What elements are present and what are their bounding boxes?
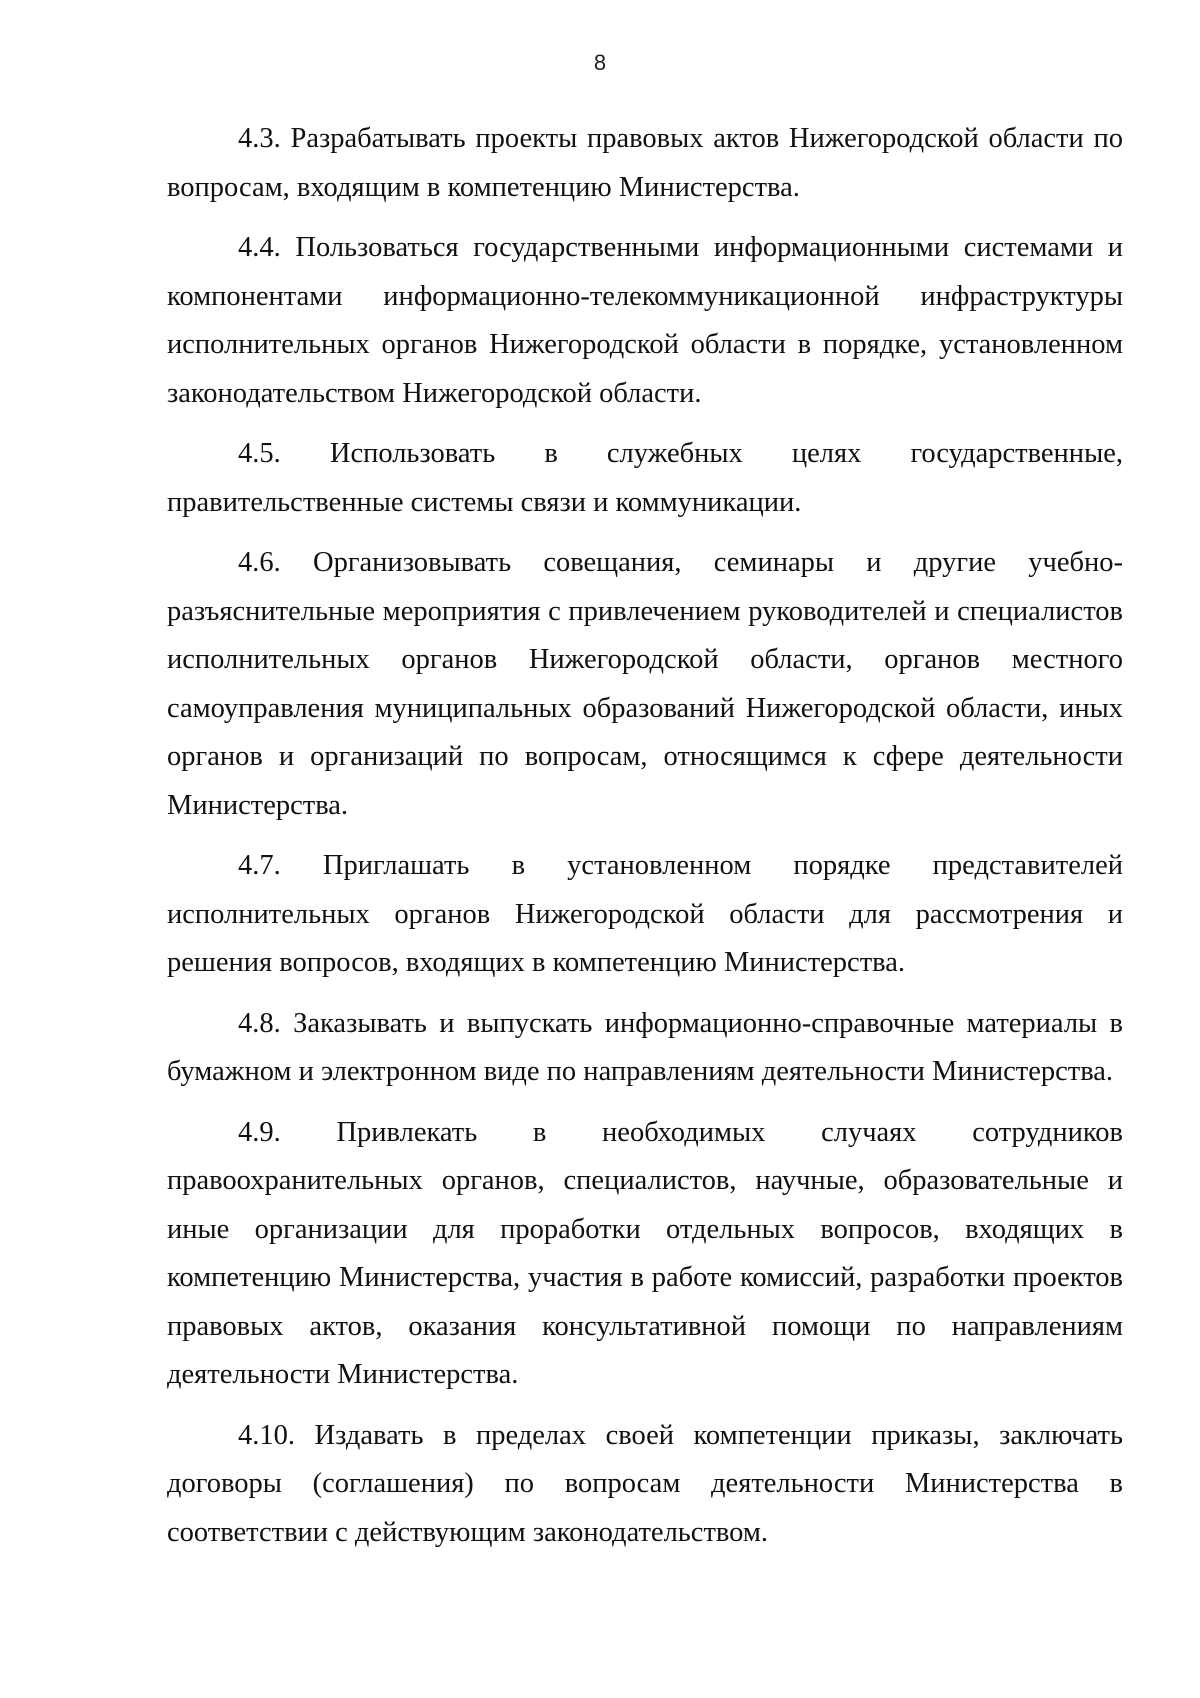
paragraph-4-7: 4.7. Приглашать в установленном порядке представителей исполнительных органов Нижегородской области для рассмотрения и решения вопросов, входящих в компетенцию Министерства. — [167, 850, 1123, 978]
paragraph-4-3: 4.3. Разрабатывать проекты правовых актов Нижегородской области по вопросам, входящим в компетенцию Министерства. — [167, 123, 1123, 203]
paragraph-4-8: 4.8. Заказывать и выпускать информационно-справочные материалы в бумажном и электронном виде по направлениям деятельности Министерства. — [167, 1007, 1123, 1087]
paragraph-4-6: 4.6. Организовывать совещания, семинары и другие учебно-разъяснительные мероприятия с привлечением руководителей и специалистов исполнительных органов Нижегородской области, органов местного самоуправления муниципальных образований Нижегородской области, иных органов и организаций по вопросам, относящимся к сфере деятельности Министерства. — [167, 547, 1123, 821]
paragraph-4-5: 4.5. Использовать в служебных целях государственные, правительственные системы связи и коммуникации. — [167, 438, 1123, 518]
paragraph-4-10: 4.10. Издавать в пределах своей компетенции приказы, заключать договоры (соглашения) по вопросам деятельности Министерства в соответствии с действующим законодательством. — [167, 1419, 1123, 1548]
paragraph-4-9: 4.9. Привлекать в необходимых случаях сотрудников правоохранительных органов, специалистов, научные, образовательные и иные организации для проработки отдельных вопросов, входящих в компетенцию Министерства, участия в работе комиссий, разработки проектов правовых актов, оказания консультативной помощи по направлениям деятельности Министерства. — [167, 1116, 1123, 1390]
paragraph-4-4: 4.4. Пользоваться государственными информационными системами и компонентами информационно-телекоммуникационной инфраструктуры исполнительных органов Нижегородской области в порядке, установленном законодательством Нижегородской области. — [167, 232, 1123, 409]
document-body — [167, 115, 1123, 1569]
page-number: 8 — [593, 50, 607, 75]
